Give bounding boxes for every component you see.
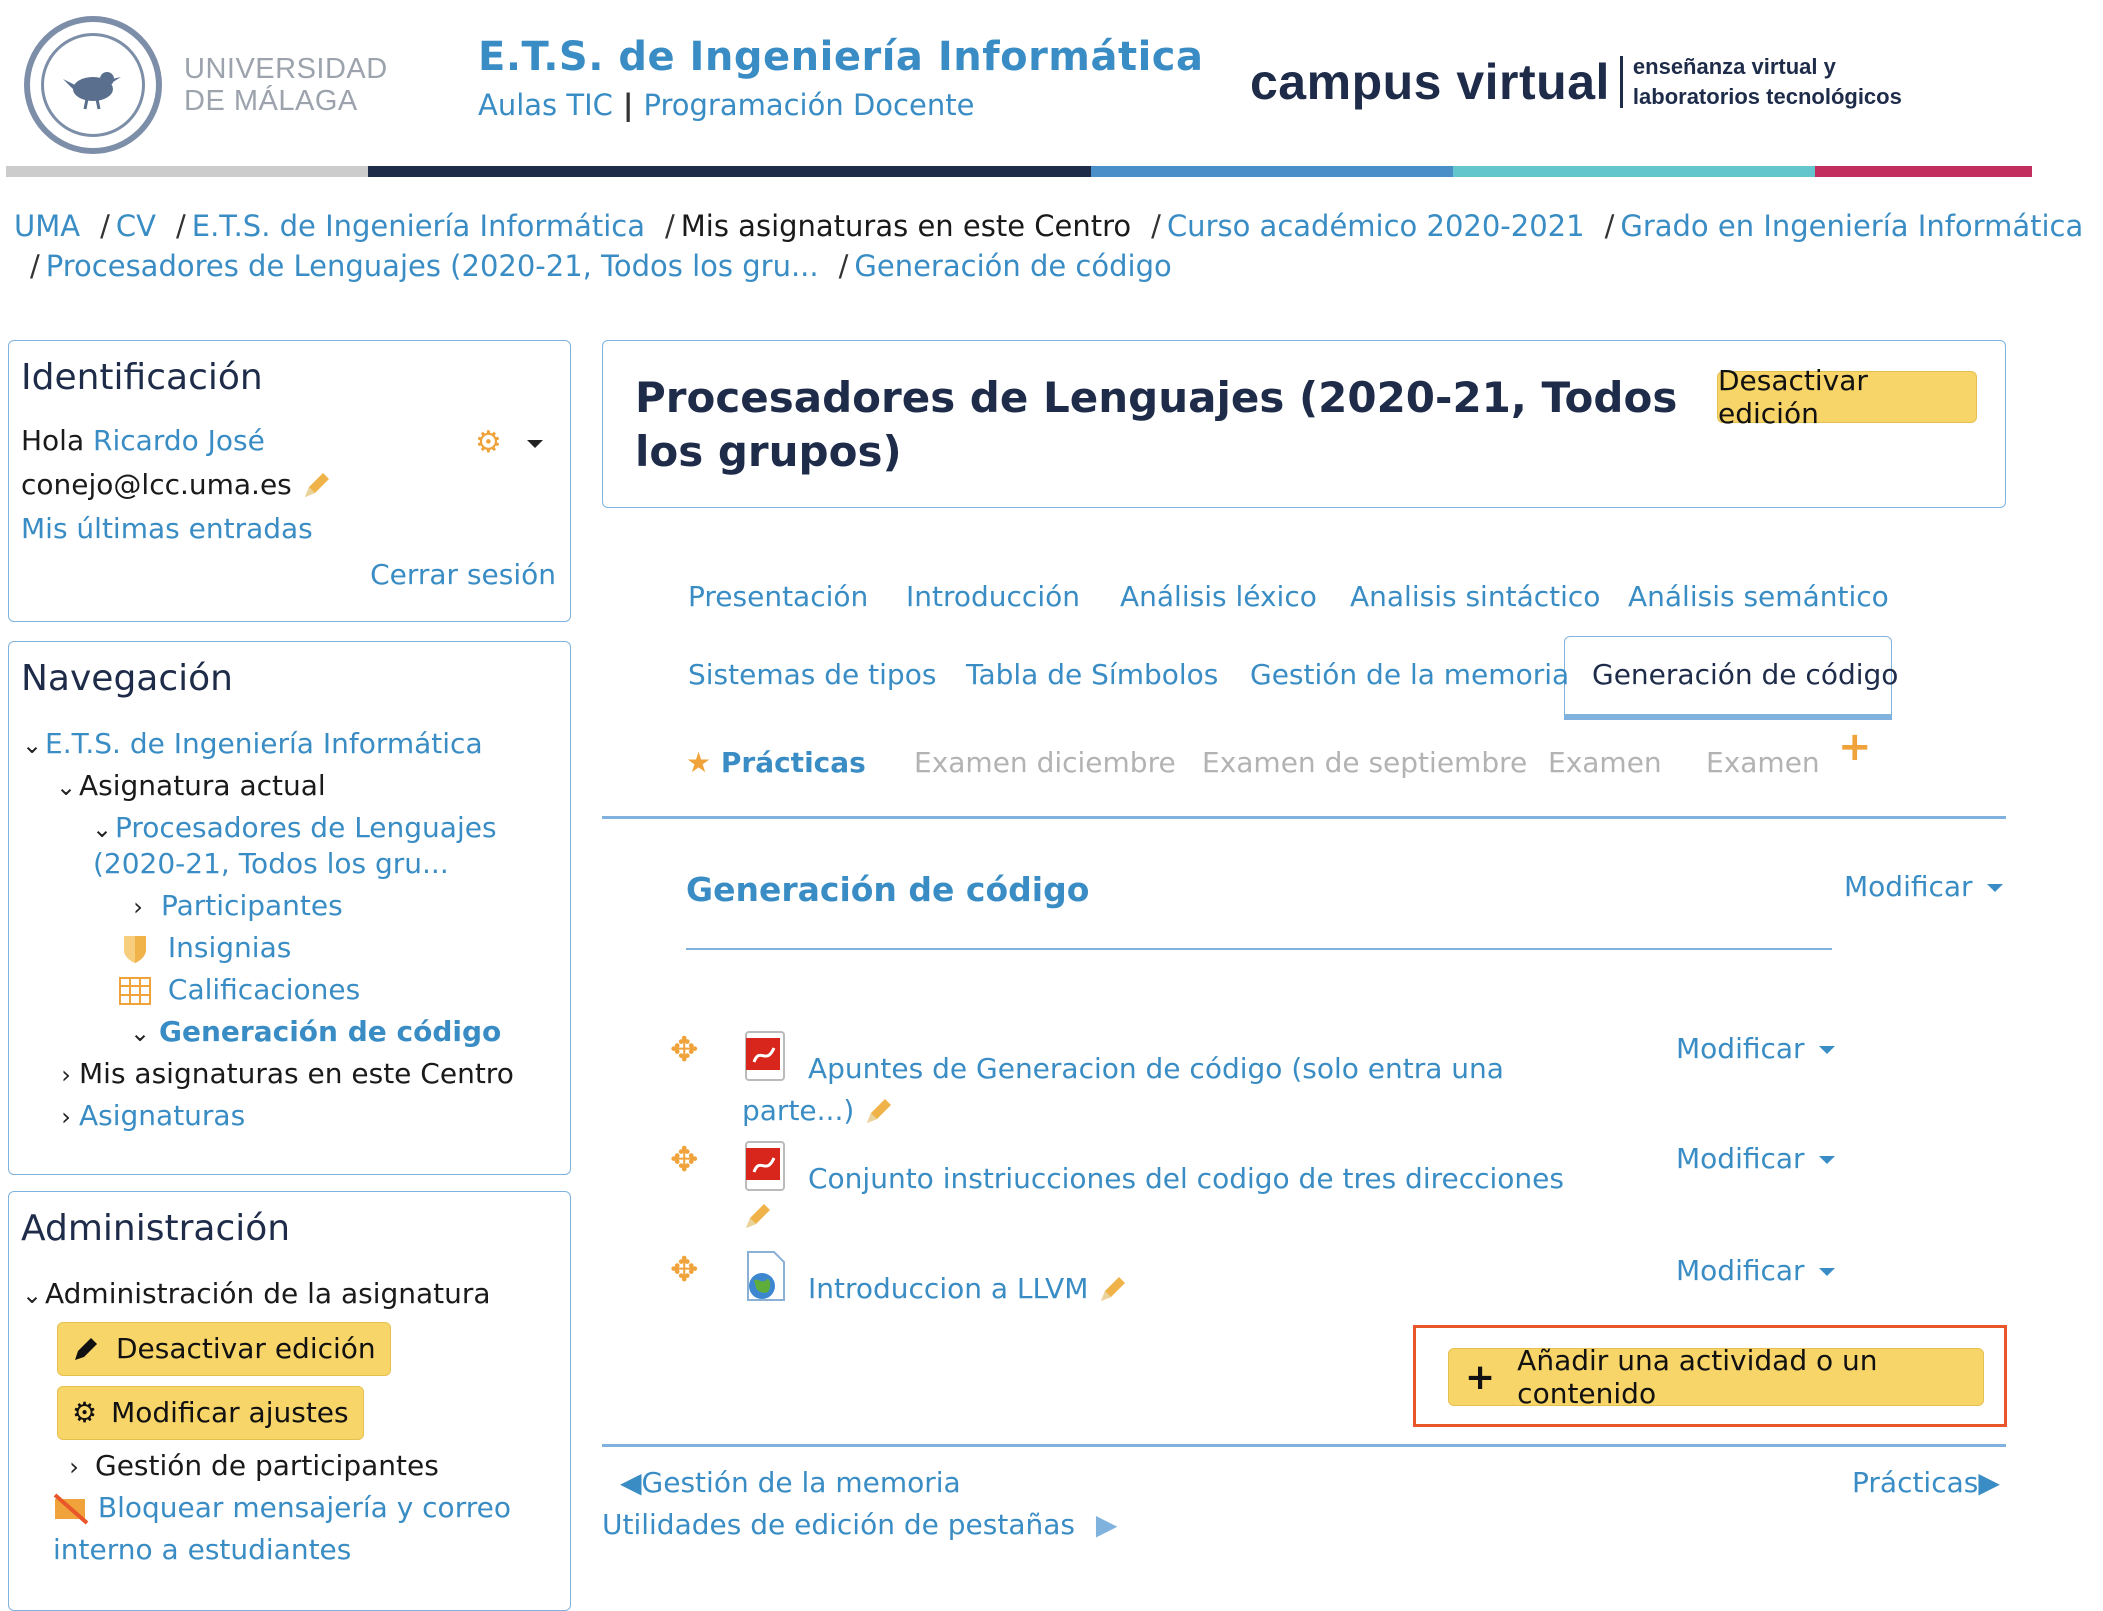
admin-item-participants-mgmt[interactable] [61,1448,439,1485]
grades-table-icon [119,977,151,1005]
nav-school-label[interactable]: E.T.S. de Ingeniería Informática [45,727,483,760]
colorbar-segment [368,166,730,177]
admin-block-messaging-label-line2[interactable]: interno a estudiantes [53,1533,352,1566]
breadcrumb-academic-year[interactable]: Curso académico 2020-2021 [1166,209,1585,243]
recent-entries-link[interactable]: Mis últimas entradas [21,512,313,545]
activity-link-1-cont[interactable] [742,1090,893,1132]
section-bottom-divider [602,1444,2006,1447]
colorbar-segment [730,166,1092,177]
activity-link-3[interactable] [808,1268,1127,1310]
add-activity-label: Añadir una actividad o un contenido [1517,1344,1878,1410]
tab-examen-septiembre[interactable]: Examen de septiembre [1202,746,1528,779]
nav-course-label-line1[interactable]: Procesadores de Lenguajes [115,811,497,844]
administration-block [8,1191,571,1611]
admin-deactivate-edit-button[interactable] [57,1322,391,1376]
tab-practicas[interactable] [686,746,866,779]
nav-item-school[interactable] [19,726,483,763]
breadcrumb: UMA / CV / E.T.S. de Ingeniería Informática / Mis asignaturas en este Centro / Curso académico 2020-2021 / Grado en Ingeniería Informática / Procesadores de Lenguajes (2020-21, Todos los gru... / Generación de código [14,209,2084,283]
section-modify-label: Modificar [1844,870,1973,903]
move-icon[interactable]: ✥ [670,1250,699,1290]
arrow-left-icon: ◀ [620,1466,642,1499]
tab-analisis-semantico[interactable]: Análisis semántico [1628,580,1889,613]
school-title[interactable]: E.T.S. de Ingeniería Informática [478,34,1204,80]
chevron-down-icon[interactable]: ⌄ [55,773,77,801]
gear-icon: ⚙ [475,425,502,460]
activity-link-2[interactable]: Conjunto instriucciones del codigo de tres direcciones [808,1162,1564,1195]
pdf-icon [742,1140,788,1192]
tab-presentacion[interactable]: Presentación [688,580,869,613]
user-name-link[interactable]: Ricardo José [93,424,265,457]
admin-modify-settings-label: Modificar ajustes [111,1396,349,1429]
admin-item-course-admin[interactable] [19,1276,491,1313]
course-title: Procesadores de Lenguajes (2020-21, Todos los grupos) [635,373,1678,476]
tab-tabla-simbolos[interactable]: Tabla de Símbolos [966,658,1219,691]
course-header [602,340,2006,508]
uma-wordmark: UNIVERSIDAD DE MÁLAGA [184,53,388,117]
header-link-separator: | [622,88,634,122]
header-links [478,88,974,122]
chevron-down-icon[interactable]: ⌄ [91,815,113,843]
administration-title: Administración [21,1208,291,1249]
move-icon[interactable]: ✥ [670,1030,699,1070]
colorbar-segment [1453,166,1815,177]
section-title: Generación de código [686,870,1090,909]
deactivate-edit-button[interactable]: Desactivar edición [1717,371,1977,423]
prev-section-label: Gestión de la memoria [641,1466,961,1499]
user-email-row [21,467,331,503]
site-header [0,0,2032,170]
nav-item-current-subject[interactable] [53,768,326,805]
greeting-text: Hola [21,424,85,457]
caret-down-icon [1819,1268,1835,1276]
tab-examen-2[interactable]: Examen [1706,746,1820,779]
tab-gestion-memoria[interactable]: Gestión de la memoria [1250,658,1570,691]
tabs-bottom-divider [602,816,2006,819]
admin-participants-mgmt-label[interactable]: Gestión de participantes [95,1449,439,1482]
activity-3-modify-menu[interactable] [1676,1254,1835,1287]
admin-deactivate-edit-label: Desactivar edición [116,1332,376,1365]
chevron-right-icon[interactable]: › [61,1061,71,1089]
add-tab-plus-icon[interactable]: + [1838,724,1872,770]
uma-logo[interactable] [24,16,388,154]
pencil-icon [72,1335,100,1363]
campus-virtual-logo[interactable] [1250,52,1902,112]
header-color-bar [6,166,2032,177]
nav-participants-label[interactable]: Participantes [161,889,343,922]
caret-down-icon [1819,1046,1835,1054]
chevron-right-icon[interactable]: › [61,1103,71,1131]
user-email: conejo@lcc.uma.es [21,468,292,501]
nav-current-section-label[interactable]: Generación de código [159,1015,502,1048]
nav-item-current-section[interactable] [127,1014,501,1051]
identification-block [8,340,571,622]
chevron-right-icon[interactable]: › [133,893,143,921]
tab-examen-1[interactable]: Examen [1548,746,1662,779]
caret-down-icon [1987,884,2003,892]
activity-2-modify-menu[interactable] [1676,1142,1835,1175]
breadcrumb-degree[interactable]: Grado en Ingeniería Informática [1620,209,2084,243]
nav-item-subjects[interactable] [53,1098,245,1135]
tab-analisis-sintactico[interactable]: Analisis sintáctico [1350,580,1601,613]
tab-generacion-codigo[interactable]: Generación de código [1592,658,1899,691]
star-icon: ★ [686,746,712,779]
colorbar-segment [1815,166,2032,177]
navigation-block [8,641,571,1175]
activity-2-modify-label: Modificar [1676,1142,1805,1175]
prev-section-link[interactable] [620,1466,961,1499]
move-icon[interactable]: ✥ [670,1140,699,1180]
chevron-down-icon[interactable]: ⌄ [21,731,43,759]
chevron-right-icon[interactable]: › [69,1453,79,1481]
logout-link[interactable]: Cerrar sesión [370,558,556,591]
admin-modify-settings-button[interactable] [57,1386,364,1440]
nav-current-subject-label: Asignatura actual [79,769,326,802]
block-messaging-icon [53,1493,89,1525]
nav-item-course[interactable] [89,810,497,847]
admin-course-admin-label: Administración de la asignatura [45,1277,491,1310]
breadcrumb-my-subjects: Mis asignaturas en este Centro [680,209,1132,243]
tab-examen-diciembre[interactable]: Examen diciembre [914,746,1176,779]
next-section-label: Prácticas [1852,1466,1979,1499]
nav-badges-label[interactable]: Insignias [167,931,292,964]
breadcrumb-school[interactable]: E.T.S. de Ingeniería Informática [191,209,645,243]
admin-block-messaging-label-line1[interactable]: Bloquear mensajería y correo [97,1491,511,1524]
nav-item-participants[interactable] [125,888,343,925]
nav-item-grades[interactable] [119,972,360,1008]
pencil-icon[interactable] [1097,1275,1127,1305]
user-greeting [21,423,265,459]
pencil-icon[interactable] [863,1097,893,1127]
identification-title: Identificación [21,357,263,398]
breadcrumb-uma[interactable]: UMA [14,209,81,243]
tab-analisis-lexico[interactable]: Análisis léxico [1120,580,1317,613]
activity-1-modify-menu[interactable] [1676,1032,1835,1065]
breadcrumb-section[interactable]: Generación de código [854,249,1172,283]
arrow-right-icon: ▶ [1978,1466,2000,1499]
admin-item-block-messaging[interactable] [53,1490,511,1526]
tab-practicas-label: Prácticas [720,746,866,779]
tab-utils-link[interactable] [602,1508,1117,1541]
nav-grades-label[interactable]: Calificaciones [167,973,361,1006]
nav-my-subjects-label[interactable]: Mis asignaturas en este Centro [79,1057,514,1090]
campus-virtual-tagline: enseñanza virtual y laboratorios tecnológicos [1632,54,1902,109]
aulas-tic-link[interactable]: Aulas TIC [478,88,613,122]
activity-1-modify-label: Modificar [1676,1032,1805,1065]
breadcrumb-course[interactable]: Procesadores de Lenguajes (2020-21, Todos los gru... [45,249,819,283]
breadcrumb-cv[interactable]: CV [115,209,156,243]
user-menu-toggle[interactable] [475,425,543,461]
pdf-icon [742,1030,788,1082]
add-activity-button[interactable] [1448,1344,1984,1410]
pencil-icon[interactable] [301,471,331,501]
nav-item-badges[interactable] [121,930,291,966]
plus-icon: + [1465,1356,1496,1398]
caret-down-icon [1819,1156,1835,1164]
badge-icon [121,934,149,964]
activity-3-modify-label: Modificar [1676,1254,1805,1287]
chevron-down-icon[interactable]: ⌄ [129,1019,151,1047]
tab-utils-label: Utilidades de edición de pestañas [602,1508,1075,1541]
caret-right-icon: ▶ [1095,1508,1118,1541]
chevron-down-icon [527,440,543,448]
campus-virtual-wordmark: campus virtual [1250,54,1610,110]
chevron-down-icon[interactable]: ⌄ [21,1281,43,1309]
programacion-docente-link[interactable]: Programación Docente [643,88,975,122]
tab-introduccion[interactable]: Introducción [906,580,1080,613]
section-divider [686,948,1832,950]
activity-link-3-label[interactable]: Introduccion a LLVM [808,1272,1089,1305]
activity-link-1[interactable]: Apuntes de Generacion de código (solo entra una [808,1052,1504,1085]
colorbar-segment [6,166,368,177]
tab-sistemas-tipos[interactable]: Sistemas de tipos [688,658,937,691]
next-section-link[interactable] [1852,1466,2000,1499]
activity-link-1-line2[interactable]: parte...) [742,1094,855,1127]
url-globe-icon [742,1250,788,1302]
section-modify-menu[interactable] [1844,870,2003,903]
gear-icon: ⚙ [72,1396,98,1429]
nav-course-label-line2[interactable]: (2020-21, Todos los gru... [93,847,449,880]
nav-item-my-subjects[interactable] [53,1056,514,1093]
uma-seal-icon [24,16,162,154]
nav-subjects-label[interactable]: Asignaturas [79,1099,246,1132]
navigation-title: Navegación [21,658,233,699]
colorbar-segment [1091,166,1453,177]
pencil-icon[interactable] [742,1202,772,1232]
